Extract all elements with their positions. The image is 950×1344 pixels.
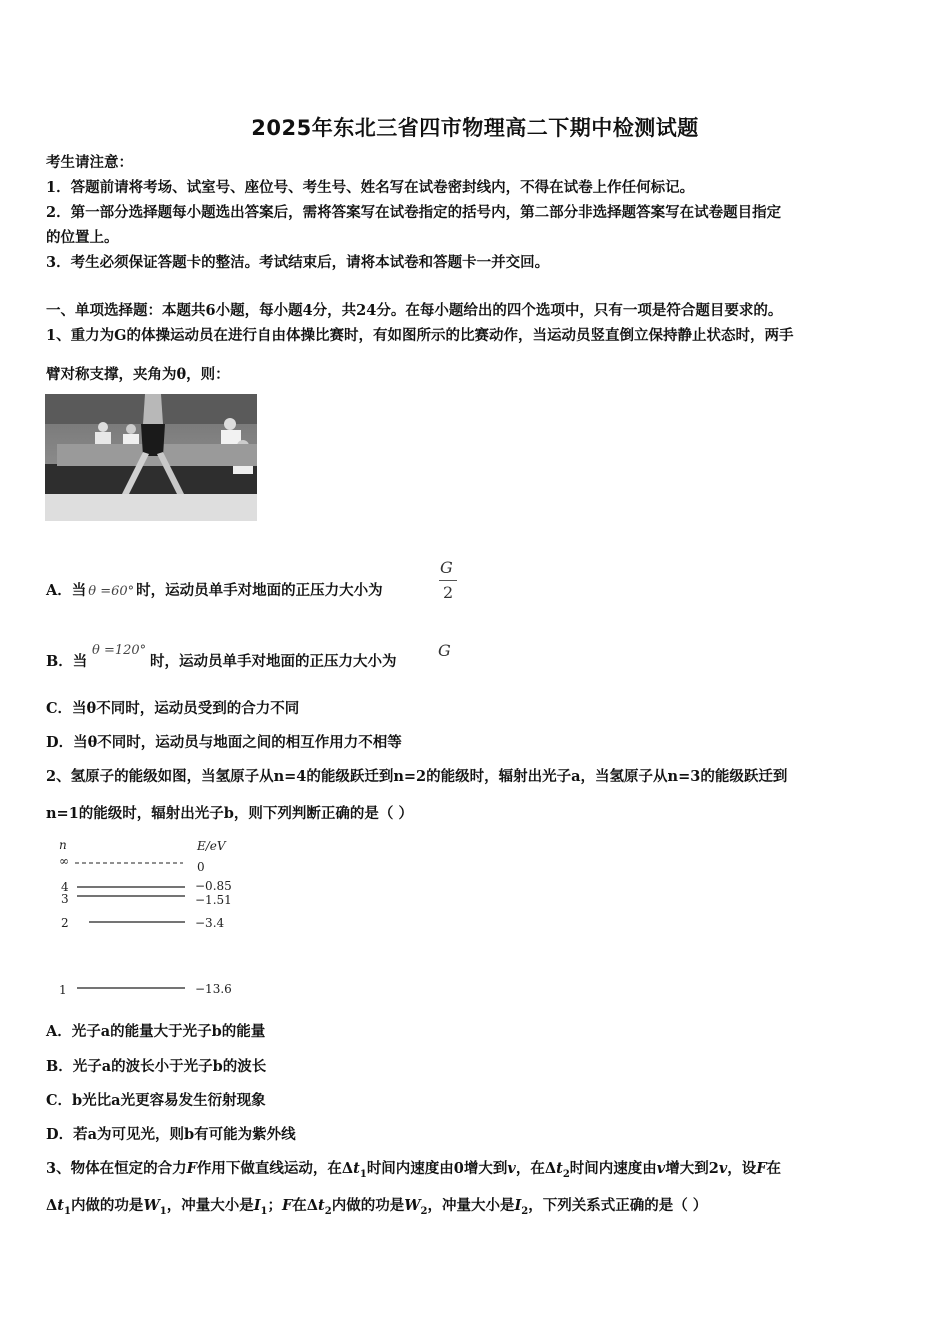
level-e-3: −1.51 — [195, 893, 232, 907]
notice-header: 考生请注意： — [46, 154, 133, 171]
theta-60-formula: θ =60° — [88, 584, 135, 599]
question-1-stem: 臂对称支撑，夹角为θ，则： — [46, 366, 230, 383]
fraction-bar — [439, 580, 457, 581]
question-3-stem: 3、物体在恒定的合力F作用下做直线运动，在$\Delta t_1$时间内速度由0增大到v，在$\Delta t_2$时间内速度由v增大到2v，设F在 — [46, 1160, 782, 1180]
level-e-4: −0.85 — [195, 879, 232, 893]
question-2-option-a[interactable]: A．光子a的能量大于光子b的能量 — [46, 1023, 266, 1040]
level-n-1: 1 — [59, 983, 67, 997]
level-n-3: 3 — [61, 892, 69, 906]
question-2-stem: n=1的能级时，辐射出光子b，则下列判断正确的是（ ） — [46, 805, 413, 822]
level-e-2: −3.4 — [195, 916, 225, 930]
notice-item: 3．考生必须保证答题卡的整洁。考试结束后，请将本试卷和答题卡一并交回。 — [46, 254, 550, 271]
question-1-option-d[interactable]: D．当θ不同时，运动员与地面之间的相互作用力不相等 — [46, 734, 402, 751]
energy-level-diagram — [55, 836, 255, 1001]
notice-item: 1．答题前请将考场、试室号、座位号、考生号、姓名写在试卷密封线内，不得在试卷上作任何标记。 — [46, 179, 695, 196]
question-1-option-b-text: 时，运动员单手对地面的正压力大小为 — [150, 653, 397, 670]
level-e-1: −13.6 — [195, 982, 232, 996]
level-n-infinity: ∞ — [59, 854, 69, 868]
fraction-denominator: 2 — [443, 583, 454, 602]
level-n-2: 2 — [61, 916, 69, 930]
gymnast-photo — [45, 394, 257, 521]
fraction-numerator: G — [440, 558, 453, 577]
notice-item: 2．第一部分选择题每小题选出答案后，需将答案写在试卷指定的括号内，第二部分非选择题答案写在试卷题目指定 — [46, 204, 782, 221]
level-n-4: 4 — [61, 880, 69, 894]
question-1-option-a[interactable]: A．当 θ =60° 时，运动员单手对地面的正压力大小为 — [46, 582, 383, 599]
level-e-infinity: 0 — [197, 860, 205, 874]
question-2-stem: 2、氢原子的能级如图，当氢原子从n=4的能级跃迁到n=2的能级时，辐射出光子a，当氢原子从n=3的能级跃迁到 — [46, 768, 788, 785]
question-3-stem: $\Delta t_1$内做的功是$W_1$，冲量大小是$I_1$；F在$\Delta t_2$内做的功是$W_2$，冲量大小是$I_2$，下列关系式正确的是（ ） — [46, 1197, 708, 1217]
question-1-option-c[interactable]: C．当θ不同时，运动员受到的合力不同 — [46, 700, 300, 717]
question-1-stem: 1、重力为G的体操运动员在进行自由体操比赛时，有如图所示的比赛动作，当运动员竖直倒立保持静止状态时，两手 — [46, 327, 794, 344]
section-heading: 一、单项选择题：本题共6小题，每小题4分，共24分。在每小题给出的四个选项中，只有一项是符合题目要求的。 — [46, 302, 783, 319]
energy-axis-label: E/eV — [197, 839, 226, 853]
page-title: 2025年东北三省四市物理高二下期中检测试题 — [251, 116, 699, 140]
question-2-option-c[interactable]: C．b光比a光更容易发生衍射现象 — [46, 1092, 266, 1109]
theta-120-formula: θ =120° — [92, 643, 147, 658]
n-axis-label: n — [59, 838, 67, 852]
option-b-value: G — [438, 641, 451, 660]
notice-item: 的位置上。 — [46, 229, 119, 246]
question-2-option-d[interactable]: D．若a为可见光，则b有可能为紫外线 — [46, 1126, 296, 1143]
question-1-option-b[interactable]: B．当 — [46, 653, 88, 670]
question-2-option-b[interactable]: B．光子a的波长小于光子b的波长 — [46, 1058, 267, 1075]
